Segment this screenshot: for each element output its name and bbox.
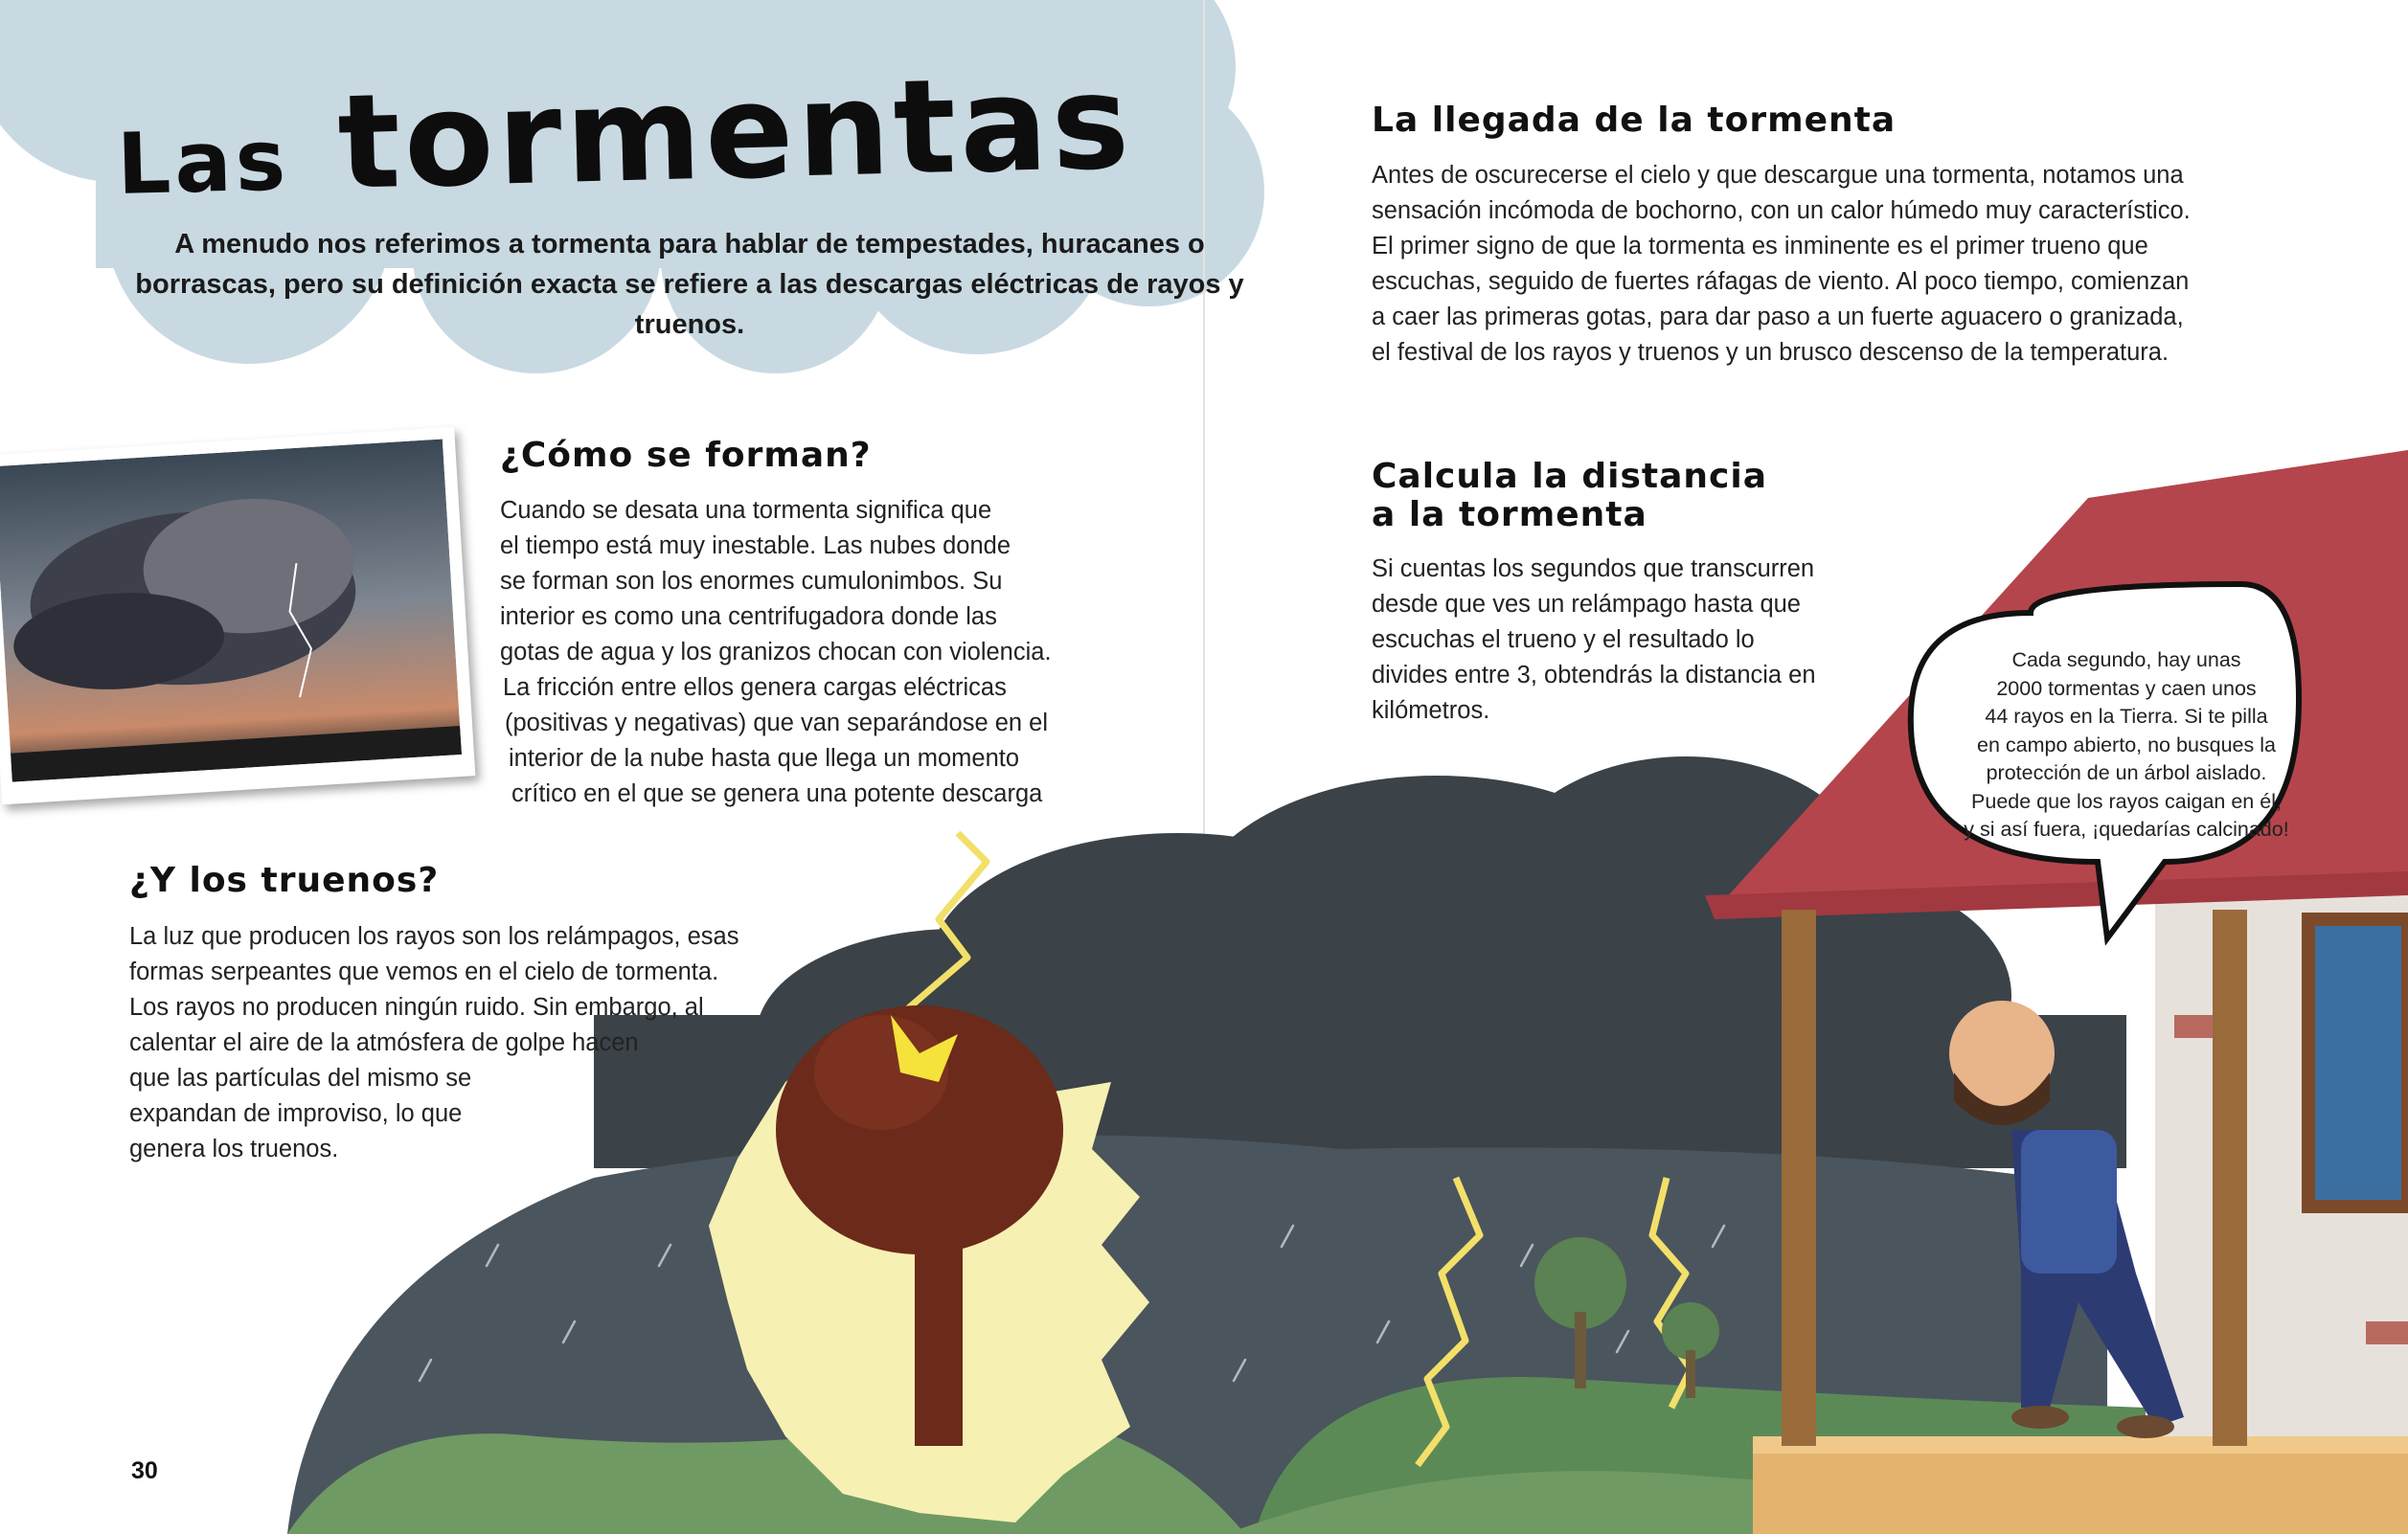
- heading-y-los-truenos: ¿Y los truenos?: [129, 861, 440, 900]
- text-line: a caer las primeras gotas, para dar paso a un fuerte aguacero o granizada,: [1372, 304, 2184, 330]
- heading-como-se-forman: ¿Cómo se forman?: [500, 436, 872, 475]
- text-line: se forman son los enormes cumulonimbos. Su: [500, 568, 1003, 595]
- text-line: expandan de improviso, lo que: [129, 1100, 463, 1127]
- text-line: divides entre 3, obtendrás la distancia en: [1372, 662, 1816, 688]
- page-title-part2: tormentas: [335, 47, 1135, 219]
- page-title-part1: Las: [115, 110, 291, 214]
- text-line: interior de la nube hasta que llega un momento: [509, 745, 1020, 772]
- text-line: Antes de oscurecerse el cielo y que descargue una tormenta, notamos una: [1372, 162, 2184, 189]
- text-line: (positivas y negativas) que van separándose en el: [505, 710, 1049, 736]
- bubble-line: en campo abierto, no busques la: [1977, 733, 2276, 756]
- text-line: Si cuentas los segundos que transcurren: [1372, 555, 1815, 582]
- bubble-line: Cada segundo, hay unas: [2011, 648, 2241, 671]
- paragraph-y-los-truenos: [129, 919, 738, 1167]
- text-line: formas serpeantes que vemos en el cielo de tormenta.: [129, 959, 719, 985]
- heading-line: Calcula la distancia: [1372, 457, 1767, 496]
- text-line: Los rayos no producen ningún ruido. Sin embargo, al: [129, 994, 704, 1021]
- text-line: El primer signo de que la tormenta es inminente es el primer trueno que: [1372, 233, 2148, 259]
- text-line: sensación incómoda de bochorno, con un calor húmedo muy característico.: [1372, 197, 2191, 224]
- text-line: el tiempo está muy inestable. Las nubes donde: [500, 532, 1011, 559]
- bubble-line: 44 rayos en la Tierra. Si te pilla: [1985, 705, 2268, 728]
- text-line: genera los truenos.: [129, 1136, 339, 1162]
- storm-photo: [0, 427, 475, 805]
- bubble-line: protección de un árbol aislado.: [1986, 761, 2267, 784]
- heading-line: a la tormenta: [1372, 495, 1647, 534]
- speech-bubble-text: [1935, 646, 2318, 845]
- text-line: La fricción entre ellos genera cargas eléctricas: [503, 674, 1007, 701]
- text-line: crítico en el que se genera una potente descarga: [511, 780, 1043, 807]
- paragraph-como-se-forman: [500, 493, 1052, 812]
- heading-la-llegada: La llegada de la tormenta: [1372, 101, 1897, 140]
- text-line: interior es como una centrifugadora donde las: [500, 603, 997, 630]
- page-title: [115, 47, 1135, 219]
- bubble-line: y si así fuera, ¡quedarías calcinado!: [1964, 818, 2289, 841]
- page-number: 30: [131, 1457, 158, 1484]
- bubble-line: Puede que los rayos caigan en él,: [1971, 789, 2282, 813]
- bubble-line: 2000 tormentas y caen unos: [1996, 676, 2257, 700]
- paragraph-calcula-distancia: [1372, 552, 1816, 729]
- text-line: que las partículas del mismo se: [129, 1065, 472, 1092]
- text-line: gotas de agua y los granizos chocan con violencia.: [500, 639, 1052, 665]
- text-line: La luz que producen los rayos son los relámpagos, esas: [129, 923, 739, 950]
- text-line: kilómetros.: [1372, 697, 1490, 724]
- text-line: el festival de los rayos y truenos y un brusco descenso de la temperatura.: [1372, 339, 2169, 366]
- text-line: desde que ves un relámpago hasta que: [1372, 591, 1801, 618]
- text-line: calentar el aire de la atmósfera de golpe hacen: [129, 1029, 639, 1056]
- paragraph-la-llegada: [1372, 158, 2191, 371]
- text-line: escuchas, seguido de fuertes ráfagas de viento. Al poco tiempo, comienzan: [1372, 268, 2190, 295]
- text-line: escuchas el trueno y el resultado lo: [1372, 626, 1755, 653]
- intro-paragraph: A menudo nos referimos a tormenta para hablar de tempestades, huracanes o borrascas, pero su definición exacta se refiere a las descargas eléctricas de rayos y truenos.: [135, 229, 1244, 340]
- heading-calcula-distancia: [1372, 458, 1767, 534]
- text-line: Cuando se desata una tormenta significa que: [500, 497, 992, 524]
